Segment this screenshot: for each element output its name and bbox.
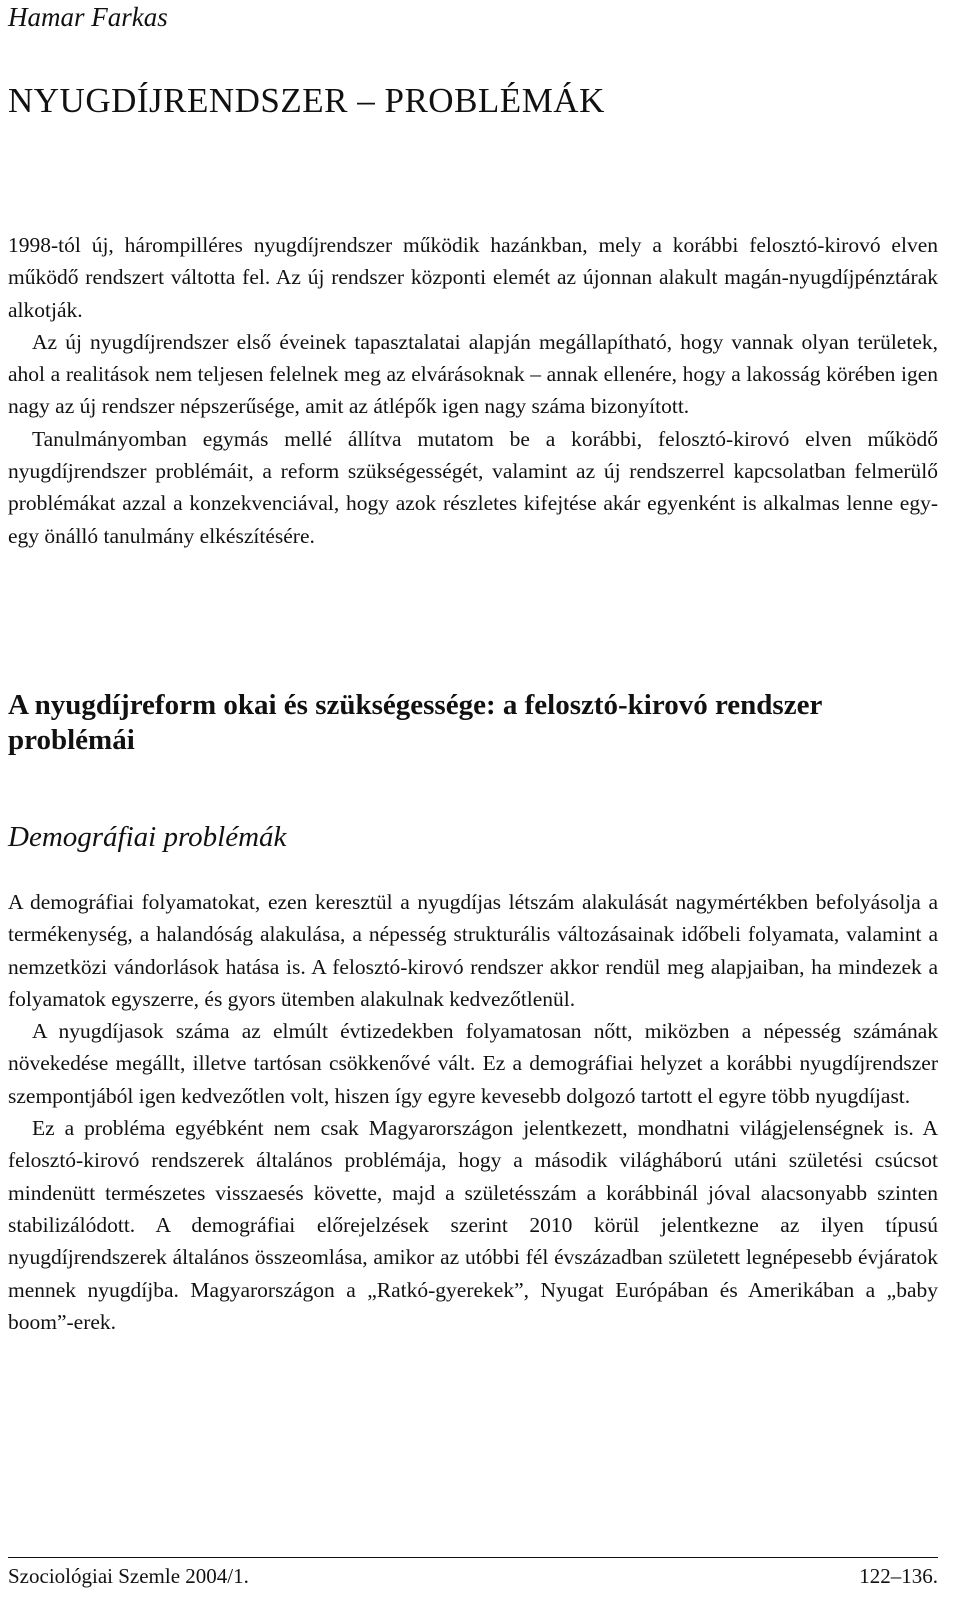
intro-paragraph-3: Tanulmányomban egymás mellé állítva mutatom be a korábbi, felosztó-kirovó elven működő nyugdíjrendszer problémáit, a reform szükségességét, valamint az új rendszerrel kapcsolatban felmerülő problémákat azzal a konzekvenciával, hogy azok részletes kifejtése akár egyenként is alkalmas lenne egy-egy önálló tanulmány elkészítésére. [8,426,938,548]
author-name: Hamar Farkas [8,2,168,32]
section-heading: A nyugdíjreform okai és szükségessége: a felosztó-kirovó rendszer problémái [8,689,822,756]
page-range: 122–136. [859,1564,938,1588]
intro-paragraph-1: 1998-tól új, hárompilléres nyugdíjrendszer működik hazánkban, mely a korábbi felosztó-kirovó elven működő rendszert váltotta fel. Az új rendszer központi elemét az újonnan alakult magán-nyugdíjpénztárak alkotják. [8,233,938,322]
article-title: NYUGDÍJRENDSZER – PROBLÉMÁK [8,81,605,120]
page-footer [8,1561,938,1591]
journal-citation: Szociológiai Szemle 2004/1. [8,1564,249,1588]
intro-section [8,229,938,552]
intro-paragraph-2: Az új nyugdíjrendszer első éveinek tapasztalatai alapján megállapítható, hogy vannak olyan területek, ahol a realitások nem teljesen felelnek meg az elvárásoknak – annak ellenére, hogy a lakosság körében igen nagy az új rendszer népszerűsége, amit az átlépők igen nagy száma bizonyított. [8,329,938,419]
subsection-heading: Demográfiai problémák [8,821,287,853]
demography-section [8,886,938,1338]
footer-divider [8,1557,938,1558]
section-paragraph-3: Ez a probléma egyébként nem csak Magyarországon jelentkezett, mondhatni világjelenségnek is. A felosztó-kirovó rendszerek általános problémája, hogy a második világháború utáni születési csúcsot mindenütt természetes visszaesés követte, majd a születésszám a korábbinál jóval alacsonyabb szinten stabilizálódott. A demográfiai előrejelzések szerint 2010 körül jelentkezne az ilyen típusú nyugdíjrendszerek általános összeomlása, amikor az utóbbi fél évszázadban született legnépesebb évjáratok mennek nyugdíjba. Magyarországon a „Ratkó-gyerekek”, Nyugat Európában és Amerikában a „baby boom”-erek. [8,1116,938,1334]
section-paragraph-1: A demográfiai folyamatokat, ezen keresztül a nyugdíjas létszám alakulását nagymértékben befolyásolja a termékenység, a halandóság alakulása, a népesség strukturális változásainak időbeli folyamata, valamint a nemzetközi vándorlások hatása is. A felosztó-kirovó rendszer akkor rendül meg alapjaiban, ha mindezek a folyamatok egyszerre, és gyors ütemben alakulnak kedvezőtlenül. [8,890,938,1011]
section-paragraph-2: A nyugdíjasok száma az elmúlt évtizedekben folyamatosan nőtt, miközben a népesség számának növekedése megállt, illetve tartósan csökkenővé vált. Ez a demográfiai helyzet a korábbi nyugdíjrendszer szempontjából igen kedvezőtlen volt, hiszen így egyre kevesebb dolgozó tartott el egyre több nyugdíjast. [8,1019,938,1108]
